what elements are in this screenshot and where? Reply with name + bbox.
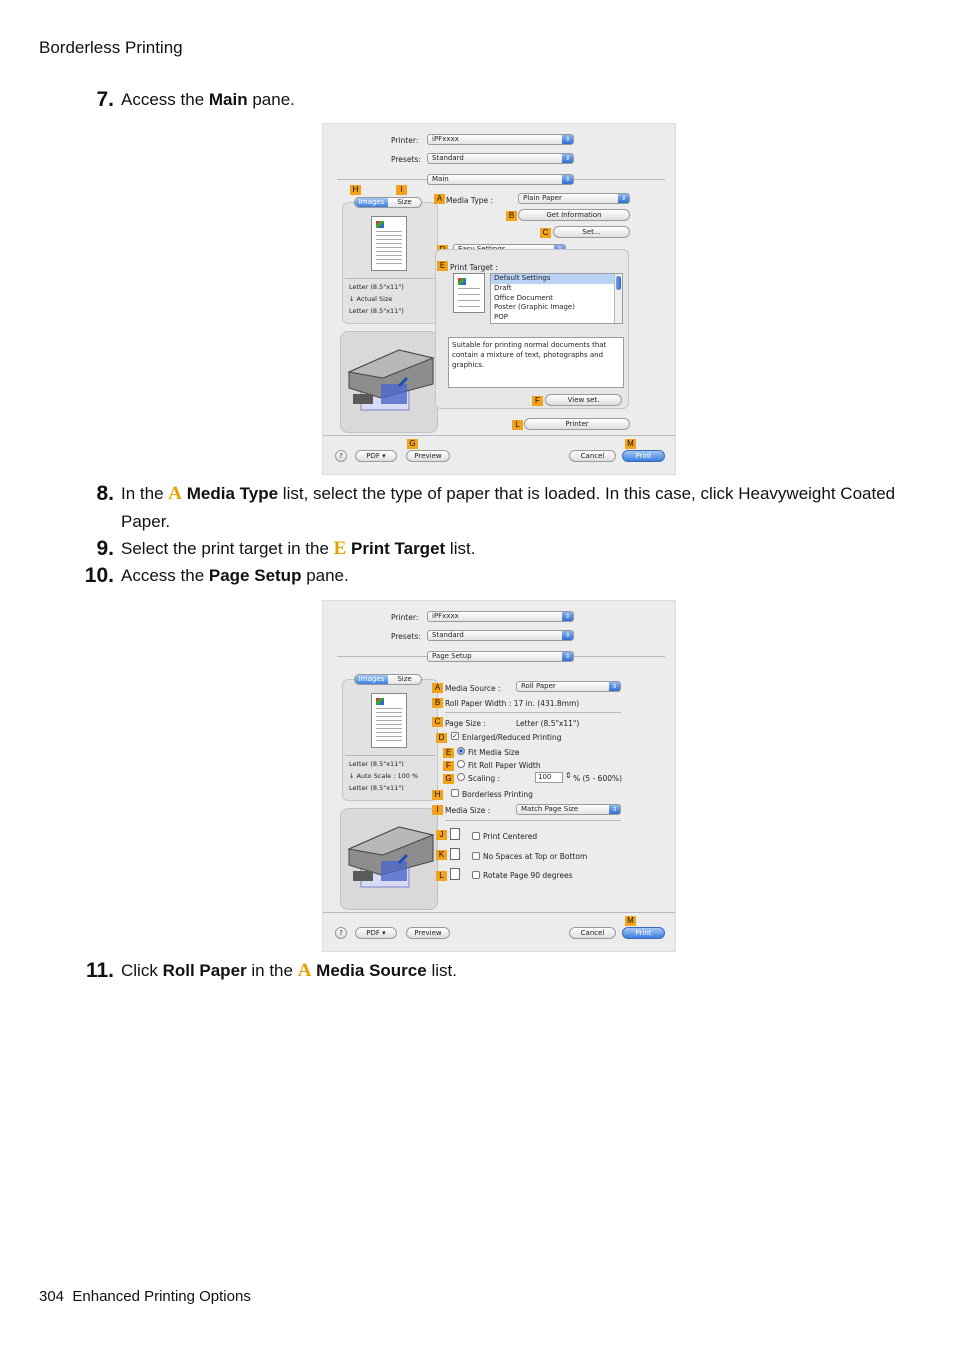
- tab-size[interactable]: Size: [397, 675, 412, 683]
- page-size-value: Letter (8.5"x11"): [516, 719, 580, 728]
- callout-badge-j: J: [436, 830, 447, 840]
- callout-badge-m: M: [625, 916, 636, 926]
- callout-badge-i: I: [396, 185, 407, 195]
- enlarged-checkbox[interactable]: ✓: [452, 732, 458, 740]
- presets-popup[interactable]: [427, 630, 574, 641]
- callout-badge-h: H: [350, 185, 361, 195]
- divider: [345, 755, 435, 756]
- print-target-thumbnail: [453, 273, 485, 313]
- print-dialog-page-setup: [322, 600, 676, 952]
- media-source-value: Roll Paper: [521, 682, 556, 690]
- divider: [323, 435, 676, 436]
- step-bold: Main: [208, 90, 248, 109]
- print-centered-checkbox[interactable]: [472, 832, 480, 840]
- printer-label: Printer:: [391, 613, 419, 622]
- callout-badge-g: G: [443, 774, 454, 784]
- printer-popup[interactable]: [427, 134, 574, 145]
- step-text: list, select the type of paper that is loaded. In this case, click Heavyweight Coated Paper.: [121, 484, 896, 531]
- callout-badge-k: K: [436, 850, 447, 860]
- step-text: Select the print target in the: [121, 539, 334, 558]
- pdf-button[interactable]: PDF ▾: [355, 450, 397, 462]
- paper-info-line: Letter (8.5"x11"): [349, 307, 404, 315]
- updown-icon: ⇕: [609, 682, 620, 691]
- printer-image-icon: [341, 332, 438, 433]
- callout-letter: A: [297, 960, 312, 981]
- presets-label: Presets:: [391, 632, 421, 641]
- printer-popup[interactable]: [427, 611, 574, 622]
- arrow-down-icon: ↓: [349, 772, 357, 780]
- callout-badge-a: A: [434, 194, 445, 204]
- cancel-button[interactable]: Cancel: [569, 450, 616, 462]
- step-text: list.: [445, 539, 476, 558]
- divider: [337, 179, 427, 180]
- updown-icon: ⇕: [562, 175, 573, 184]
- presets-value: Standard: [432, 154, 464, 162]
- no-spaces-label: No Spaces at Top or Bottom: [483, 852, 588, 861]
- callout-badge-e: E: [443, 748, 454, 758]
- list-item[interactable]: Default Settings: [491, 274, 622, 284]
- callout-badge-h: H: [432, 790, 443, 800]
- image-icon: [458, 278, 466, 285]
- scaling-range: % (5 - 600%): [573, 774, 623, 783]
- media-type-value: Plain Paper: [523, 194, 562, 202]
- printer-button[interactable]: Printer: [524, 418, 630, 430]
- set-button[interactable]: Set...: [553, 226, 630, 238]
- printer-value: iPFxxxx: [432, 612, 459, 620]
- step-number: 11.: [85, 959, 114, 982]
- step-bold: Media Source: [316, 961, 427, 980]
- callout-badge-g: G: [407, 439, 418, 449]
- preview-button[interactable]: Preview: [406, 927, 450, 939]
- divider: [323, 912, 676, 913]
- pane-popup[interactable]: [427, 174, 574, 185]
- no-spaces-icon: [450, 848, 460, 860]
- step-8: [80, 480, 920, 536]
- presets-label: Presets:: [391, 155, 421, 164]
- callout-badge-f: F: [532, 396, 543, 406]
- step-bold: Media Type: [186, 484, 279, 503]
- step-text: pane.: [301, 566, 349, 585]
- updown-icon: ⇕: [562, 652, 573, 661]
- media-source-popup[interactable]: [516, 681, 621, 692]
- callout-badge-i: I: [432, 805, 443, 815]
- printer-value: iPFxxxx: [432, 135, 459, 143]
- callout-badge-b: B: [432, 698, 443, 708]
- list-scrollbar[interactable]: [614, 274, 622, 323]
- presets-popup[interactable]: [427, 153, 574, 164]
- step-number: 9.: [96, 537, 114, 560]
- cancel-button[interactable]: Cancel: [569, 927, 616, 939]
- divider: [574, 656, 665, 657]
- print-dialog-main: [322, 123, 676, 475]
- stepper-icon[interactable]: ⇕: [565, 771, 572, 780]
- divider: [337, 656, 427, 657]
- step-text: pane.: [247, 90, 295, 109]
- fit-media-label: Fit Media Size: [468, 748, 520, 757]
- scaling-input[interactable]: 100: [535, 772, 563, 783]
- divider: [574, 179, 665, 180]
- step-9: [80, 535, 920, 563]
- step-bold: Print Target: [351, 539, 446, 558]
- callout-badge-l: L: [512, 420, 523, 430]
- updown-icon: ⇕: [562, 154, 573, 163]
- print-button[interactable]: Print: [622, 927, 665, 939]
- scaling-label: Scaling :: [468, 774, 501, 783]
- step-bold: Page Setup: [208, 566, 302, 585]
- paper-info-line: Letter (8.5"x11"): [349, 784, 404, 792]
- media-size-value: Match Page Size: [521, 805, 579, 813]
- step-10: [80, 562, 920, 590]
- scroll-thumb[interactable]: [616, 276, 621, 290]
- paper-info-line: ↓ Auto Scale : 100 %: [349, 772, 419, 780]
- fit-media-radio[interactable]: [457, 747, 465, 755]
- list-item[interactable]: POP: [494, 313, 508, 322]
- callout-badge-f: F: [443, 761, 454, 771]
- pdf-button[interactable]: PDF ▾: [355, 927, 397, 939]
- page-thumbnail: [371, 216, 407, 271]
- updown-icon: ⇕: [562, 631, 573, 640]
- paper-info-line: Letter (8.5"x11"): [349, 283, 404, 291]
- divider: [445, 820, 621, 821]
- callout-badge-c: C: [540, 228, 551, 238]
- callout-badge-c: C: [432, 717, 443, 727]
- print-centered-icon: [450, 828, 460, 840]
- image-icon: [376, 221, 384, 228]
- step-number: 7.: [96, 88, 114, 111]
- step-number: 8.: [96, 482, 114, 505]
- help-button[interactable]: ?: [335, 927, 347, 939]
- callout-badge-e: E: [437, 261, 448, 271]
- paper-info-line: Letter (8.5"x11"): [349, 760, 404, 768]
- updown-icon: ⇕: [618, 194, 629, 203]
- print-target-label: Print Target :: [450, 263, 498, 272]
- callout-badge-m: M: [625, 439, 636, 449]
- help-button[interactable]: ?: [335, 450, 347, 462]
- list-item[interactable]: Poster (Graphic Image): [494, 303, 575, 312]
- callout-letter: A: [168, 483, 182, 504]
- list-item[interactable]: Office Document: [494, 293, 553, 302]
- preview-tabs[interactable]: [354, 674, 422, 685]
- tab-images[interactable]: Images: [355, 198, 388, 207]
- step-text: in the: [246, 961, 298, 980]
- borderless-label: Borderless Printing: [462, 790, 533, 799]
- no-spaces-checkbox[interactable]: [472, 852, 480, 860]
- step-text: Access the: [121, 566, 209, 585]
- callout-badge-d: D: [436, 733, 447, 743]
- updown-icon: ⇕: [609, 805, 620, 814]
- callout-badge-a: A: [432, 683, 443, 693]
- media-size-popup[interactable]: [516, 804, 621, 815]
- step-bold: Roll Paper: [162, 961, 247, 980]
- tab-size[interactable]: Size: [397, 198, 412, 206]
- arrow-down-icon: ↓: [349, 295, 357, 303]
- rotate-label: Rotate Page 90 degrees: [483, 871, 573, 880]
- printer-image-icon: [341, 809, 438, 910]
- scaling-radio[interactable]: [457, 773, 465, 781]
- list-item[interactable]: Draft: [494, 283, 512, 292]
- print-target-list[interactable]: [490, 273, 623, 324]
- preview-button[interactable]: Preview: [406, 450, 450, 462]
- pane-popup[interactable]: [427, 651, 574, 662]
- page-header: Borderless Printing: [39, 38, 183, 57]
- preview-tabs[interactable]: [354, 197, 422, 208]
- view-set-button[interactable]: View set.: [545, 394, 622, 406]
- roll-paper-width: Roll Paper Width : 17 in. (431.8mm): [445, 699, 580, 708]
- pane-value: Page Setup: [432, 652, 472, 660]
- step-text: Access the: [121, 90, 209, 109]
- media-size-label: Media Size :: [445, 806, 491, 815]
- description-box: Suitable for printing normal documents that contain a mixture of text, photographs and graphics.: [448, 337, 624, 388]
- get-information-button[interactable]: Get Information: [518, 209, 630, 221]
- updown-icon: ⇕: [562, 135, 573, 144]
- step-7: [80, 86, 920, 114]
- rotate-page-icon: [450, 868, 460, 880]
- page-footer: [39, 1288, 251, 1305]
- page-size-label: Page Size :: [445, 719, 486, 728]
- step-11: [80, 957, 920, 985]
- printer-illustration: [340, 808, 438, 910]
- paper-info-line: ↓ Actual Size: [349, 295, 393, 303]
- media-source-label: Media Source :: [445, 684, 501, 693]
- print-button[interactable]: Print: [622, 450, 665, 462]
- presets-value: Standard: [432, 631, 464, 639]
- page-thumbnail: [371, 693, 407, 748]
- image-icon: [376, 698, 384, 705]
- step-text: Click: [121, 961, 163, 980]
- enlarged-label: Enlarged/Reduced Printing: [462, 733, 562, 742]
- callout-letter: E: [333, 538, 347, 559]
- fit-roll-label: Fit Roll Paper Width: [468, 761, 541, 770]
- borderless-checkbox[interactable]: [451, 789, 459, 797]
- rotate-checkbox[interactable]: [472, 871, 480, 879]
- footer-text: Enhanced Printing Options: [72, 1288, 251, 1305]
- page-number: 304: [39, 1288, 65, 1305]
- step-number: 10.: [84, 564, 114, 587]
- updown-icon: ⇕: [562, 612, 573, 621]
- fit-roll-radio[interactable]: [457, 760, 465, 768]
- pane-value: Main: [432, 175, 449, 183]
- media-type-popup[interactable]: [518, 193, 630, 204]
- print-centered-label: Print Centered: [483, 832, 538, 841]
- tab-images[interactable]: Images: [355, 675, 388, 684]
- step-text: In the: [121, 484, 169, 503]
- callout-badge-b: B: [506, 211, 517, 221]
- step-text: list.: [426, 961, 457, 980]
- printer-illustration: [340, 331, 438, 433]
- callout-badge-l: L: [436, 871, 447, 881]
- divider: [445, 712, 621, 713]
- media-type-label: Media Type :: [446, 196, 494, 205]
- divider: [345, 278, 435, 279]
- printer-label: Printer:: [391, 136, 419, 145]
